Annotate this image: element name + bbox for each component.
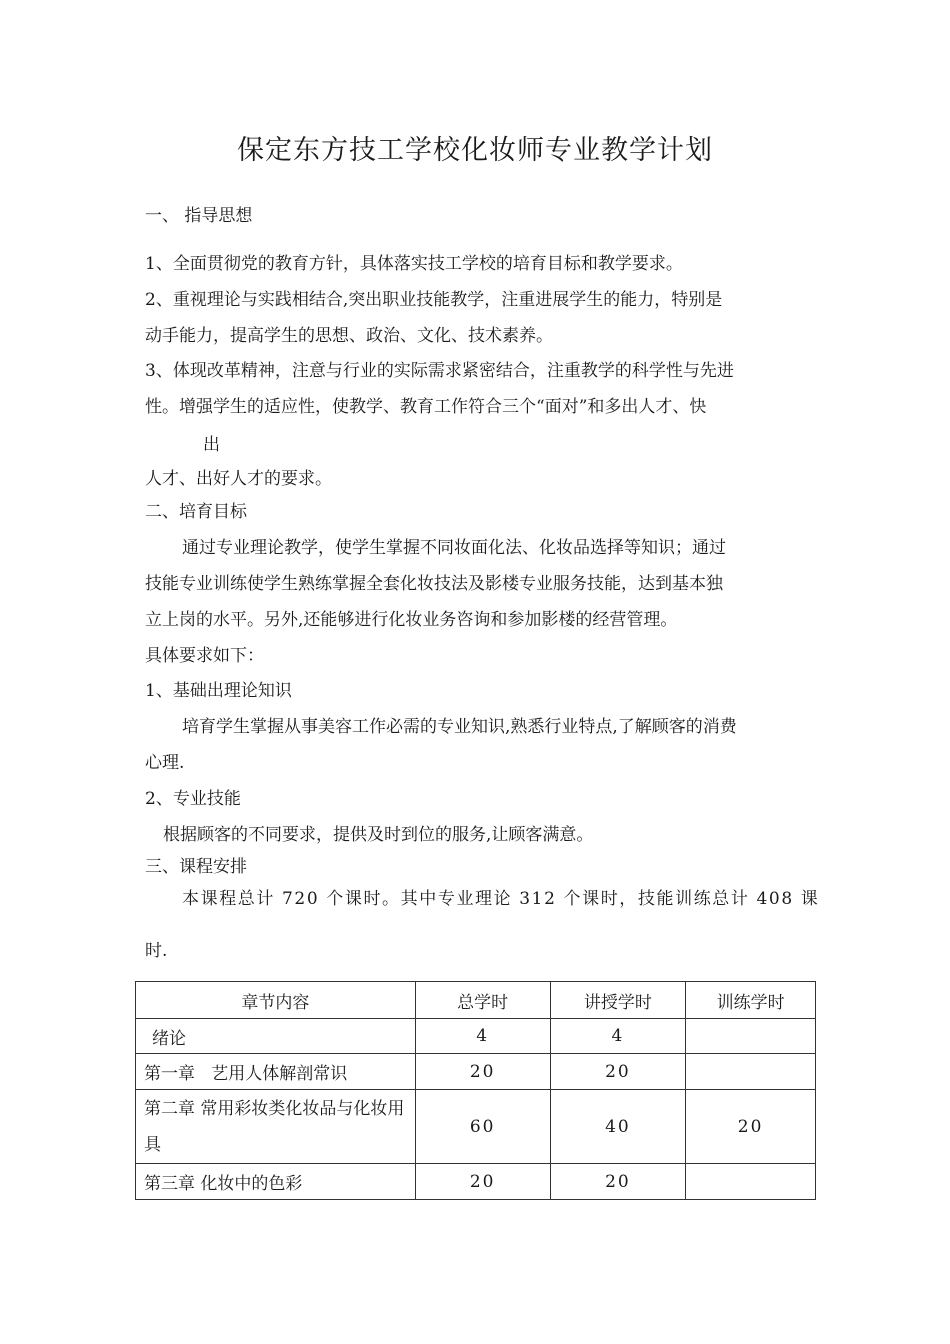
row-lecture-hours: 20	[550, 1164, 686, 1200]
paragraph-line: 培育学生掌握从事美容工作必需的专业知识,熟悉行业特点,了解顾客的消费	[182, 717, 737, 737]
section-heading-course-arrangement: 三、课程安排	[145, 857, 247, 877]
table-row	[136, 1019, 816, 1054]
subheading-theory: 1、基础出理论知识	[145, 681, 292, 701]
row-chapter-name: 绪论	[136, 1019, 416, 1054]
row-total-hours: 20	[415, 1164, 550, 1200]
row-total-hours: 60	[415, 1090, 550, 1164]
paragraph-line: 3、体现改革精神，注意与行业的实际需求紧密结合，注重教学的科学性与先进	[145, 361, 734, 381]
row-chapter-name: 第二章 常用彩妆类化妆品与化妆用具	[136, 1090, 416, 1164]
paragraph-line: 通过专业理论教学，使学生掌握不同妆面化法、化妆品选择等知识；通过	[182, 538, 726, 558]
paragraph-line: 1、全面贯彻党的教育方针，具体落实技工学校的培育目标和教学要求。	[145, 254, 683, 274]
section-heading-training-goals: 二、培育目标	[145, 502, 247, 522]
row-total-hours: 20	[415, 1054, 550, 1090]
row-chapter-name: 第三章 化妆中的色彩	[136, 1164, 416, 1200]
column-header-training-hours: 训练学时	[686, 982, 816, 1019]
paragraph-line: 人才、出好人才的要求。	[145, 469, 332, 489]
table-header-row	[136, 982, 816, 1019]
paragraph-line: 根据顾客的不同要求，提供及时到位的服务,让顾客满意。	[163, 825, 594, 845]
paragraph-line: 出	[203, 435, 220, 455]
page-title: 保定东方技工学校化妆师专业教学计划	[237, 135, 713, 166]
paragraph-line: 立上岗的水平。另外,还能够进行化妆业务咨询和参加影楼的经营管理。	[145, 610, 678, 630]
row-training-hours	[686, 1054, 816, 1090]
table-row	[136, 1054, 816, 1090]
row-training-hours	[686, 1164, 816, 1200]
paragraph-line: 2、重视理论与实践相结合,突出职业技能教学，注重进展学生的能力，特别是	[145, 290, 723, 310]
column-header-total-hours: 总学时	[415, 982, 550, 1019]
section-heading-guiding-ideology: 一、 指导思想	[145, 206, 253, 226]
row-training-hours: 20	[686, 1090, 816, 1164]
paragraph-line: 性。增强学生的适应性，使教学、教育工作符合三个“面对”和多出人才、快	[145, 397, 707, 417]
table-row	[136, 1090, 816, 1164]
row-lecture-hours: 20	[550, 1054, 686, 1090]
table-row	[136, 1164, 816, 1200]
row-lecture-hours: 4	[550, 1019, 686, 1054]
row-total-hours: 4	[415, 1019, 550, 1054]
paragraph-line: 技能专业训练使学生熟练掌握全套化妆技法及影楼专业服务技能，达到基本独	[145, 574, 723, 594]
column-header-content: 章节内容	[136, 982, 416, 1019]
paragraph-line: 具体要求如下：	[145, 646, 264, 666]
paragraph-line: 本课程总计 720 个课时。其中专业理论 312 个课时，技能训练总计 408 课	[182, 889, 820, 909]
paragraph-line: 心理.	[145, 753, 185, 773]
row-lecture-hours: 40	[550, 1090, 686, 1164]
row-chapter-name: 第一章 艺用人体解剖常识	[136, 1054, 416, 1090]
course-table	[135, 981, 816, 1200]
row-training-hours	[686, 1019, 816, 1054]
subheading-skills: 2、专业技能	[145, 789, 241, 809]
paragraph-line: 时.	[145, 941, 168, 961]
paragraph-line: 动手能力，提高学生的思想、政治、文化、技术素养。	[145, 326, 553, 346]
column-header-lecture-hours: 讲授学时	[550, 982, 686, 1019]
